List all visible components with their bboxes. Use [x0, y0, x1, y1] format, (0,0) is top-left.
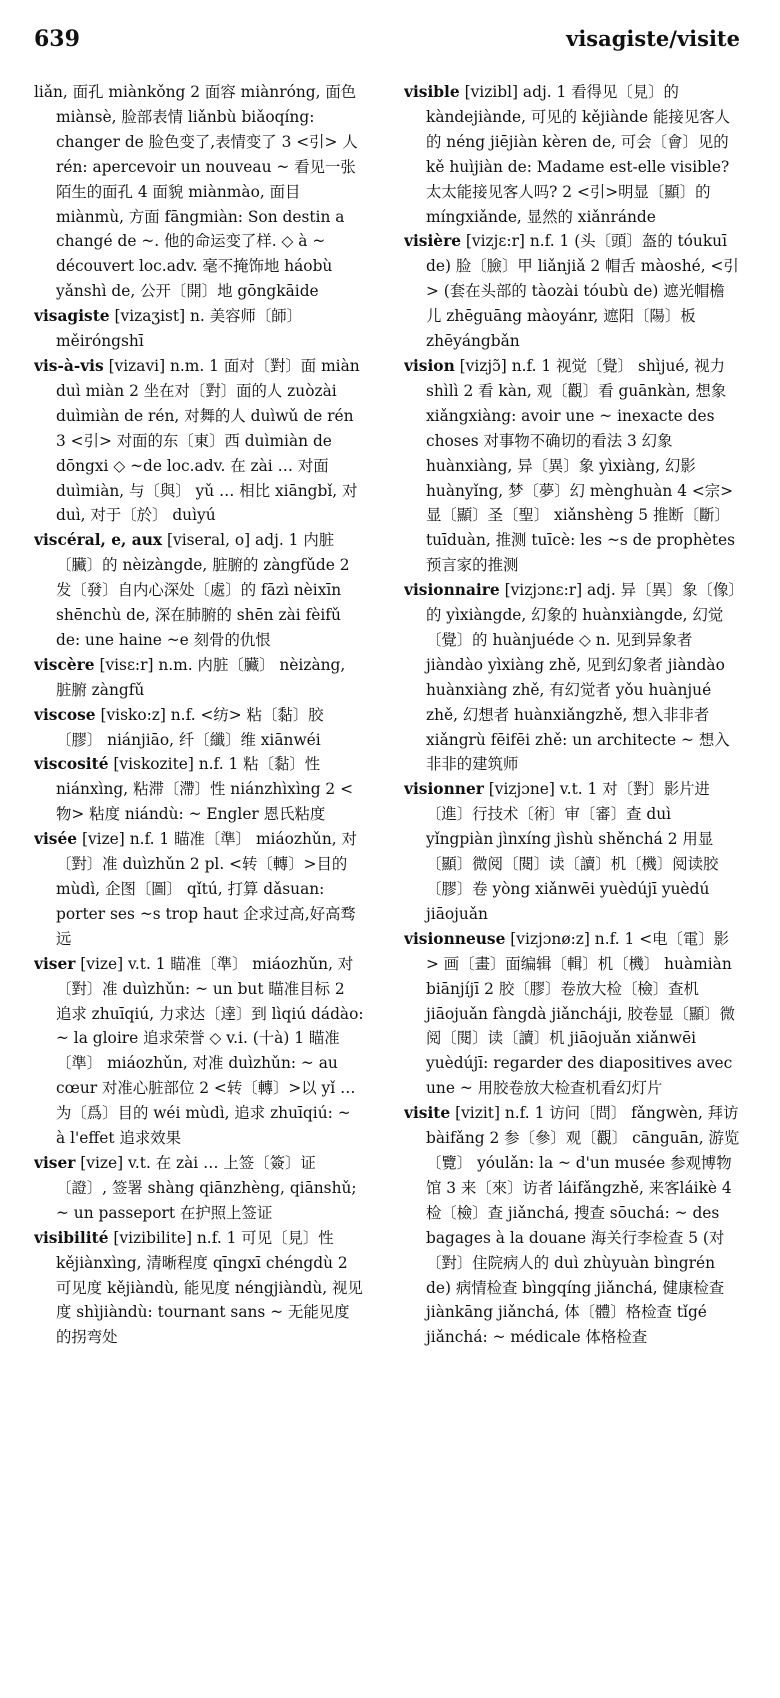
right-column	[404, 80, 740, 1680]
entry-body: [vize] v.t. 在 zài … 上签〔簽〕证〔證〕, 签署 shàng qiānzhèng, qiānshǔ; ~ un passeport 在护照上签证	[56, 1153, 357, 1222]
headword: viscose	[34, 705, 96, 724]
dictionary-entry	[34, 1226, 364, 1351]
dictionary-entry	[34, 952, 364, 1151]
entry-body: [vizavi] n.m. 1 面对〔對〕面 miàn duì miàn 2 坐在对〔對〕面的人 zuòzài duìmiàn de rén, 对舞的人 duìwǔ de rén 3 <引> 对面的东〔東〕西 duìmiàn de dōngxi ◇ ~de loc.adv. 在 zài … 对面 duìmiàn, 与〔與〕 yǔ … 相比 xiāngbǐ, 对 duì, 对于〔於〕 duìyú	[56, 356, 360, 525]
headword: visite	[404, 1104, 451, 1123]
entry-body: [vizibl] adj. 1 看得见〔見〕的 kàndejiànde, 可见的 kějiànde 能接见客人的 néng jiējiàn kèren de, 可会〔會〕见的 kě huìjiàn de: Madame est-elle visible? 太太能接见客人吗? 2 <引>明显〔顯〕的 míngxiǎnde, 显然的 xiǎnránde	[426, 83, 730, 226]
dictionary-entry	[34, 827, 364, 952]
entry-body: [viskozite] n.f. 1 粘〔黏〕性 niánxìng, 粘滞〔滯〕性 niánzhìxìng 2 <物> 粘度 niándù: ~ Engler 恩氏粘度	[56, 755, 354, 824]
headword: visible	[404, 83, 460, 101]
headword: visibilité	[34, 1228, 109, 1247]
page-header	[34, 26, 740, 60]
headword: viscosité	[34, 755, 109, 774]
headword: viscère	[34, 655, 95, 674]
headword: visionneuse	[404, 929, 506, 948]
dictionary-entry	[34, 703, 364, 753]
entry-body: [vize] n.f. 1 瞄准〔準〕 miáozhǔn, 对〔對〕准 duìzhǔn 2 pl. <转〔轉〕>目的 mùdì, 企图〔圖〕 qǐtú, 打算 dǎsuan: porter ses ~s trop haut 企求过高,好高骛远	[56, 830, 357, 948]
entry-body: [vize] v.t. 1 瞄准〔準〕 miáozhǔn, 对〔對〕准 duìzhǔn: ~ un but 瞄准目标 2 追求 zhuīqiú, 力求达〔達〕到 lìqiú dádào: ~ la gloire 追求荣誉 ◇ v.i. (十à) 1 瞄准〔準〕 miáozhǔn, 对准 duìzhǔn: ~ au cœur 对准心脏部位 2 <转〔轉〕>以 yǐ … 为〔爲〕目的 wéi mùdì, 追求 zhuīqiú: ~ à l'effet 追求效果	[56, 954, 364, 1148]
headword: visagiste	[34, 307, 110, 326]
entry-body: [visko:z] n.f. <纺> 粘〔黏〕胶〔膠〕 niánjiāo, 纤〔纖〕维 xiānwéi	[56, 705, 324, 749]
entry-body: [vizjɔne] v.t. 1 对〔對〕影片进〔進〕行技术〔術〕审〔審〕查 duì yǐngpiàn jìnxíng jìshù shěnchá 2 用显〔顯〕微阅〔閱〕读〔讀〕机〔機〕阅读胶〔膠〕卷 yòng xiǎnwēi yuèdújī yuèdú jiāojuǎn	[426, 780, 719, 923]
dictionary-entry	[34, 752, 364, 827]
entry-body: [vizibilite] n.f. 1 可见〔見〕性 kějiànxìng, 清晰程度 qīngxī chéngdù 2 可见度 kějiàndù, 能见度 néngjiàndù, 视见度 shìjiàndù: tournant sans ~ 无能见度的拐弯处	[56, 1228, 363, 1347]
dictionary-entry	[34, 1151, 364, 1226]
headword: viscéral, e, aux	[34, 531, 163, 550]
headword: visière	[404, 232, 461, 251]
dictionary-entry	[404, 1101, 740, 1350]
dictionary-entry	[404, 927, 740, 1101]
headword: visée	[34, 830, 78, 849]
entry-body: [vizjɛ:r] n.f. 1 (头〔頭〕盔的 tóukuī de) 脸〔臉〕甲 liǎnjiǎ 2 帽舌 màoshé, <引> (套在头部的 tàozài tóubù de) 遮光帽檐儿 zhēguāng màoyánr, 遮阳〔陽〕板 zhēyángbǎn	[426, 232, 739, 351]
headword: visionnaire	[404, 581, 500, 600]
dictionary-entry	[34, 528, 364, 653]
entry-body: [vizit] n.f. 1 访问〔問〕 fǎngwèn, 拜访 bàifǎng 2 参〔參〕观〔觀〕 cānguān, 游览〔覽〕 yóulǎn: la ~ d'un musée 参观博物馆 3 来〔來〕访者 láifǎngzhě, 来客láikè 4检〔檢〕查 jiǎnchá, 搜查 sōuchá: ~ des bagages à la douane 海关行李检查 5 (对〔對〕住院病人的 duì zhùyuàn bìngrén de) 病情检查 bìngqíng jiǎnchá, 健康检查 jiànkāng jiǎnchá, 体〔體〕格检查 tǐgé jiǎnchá: ~ médicale 体格检查	[426, 1104, 740, 1347]
running-head: visagiste/visite	[566, 26, 740, 51]
entry-body: [vizaʒist] n. 美容师〔師〕 měiróngshī	[56, 307, 303, 351]
headword: vis-à-vis	[34, 356, 104, 375]
entry-body: [vizjɔ̃] n.f. 1 视觉〔覺〕 shìjué, 视力 shìlì 2 看 kàn, 观〔觀〕看 guānkàn, 想象 xiǎngxiàng: avoir une ~ inexacte des choses 对事物不确切的看法 3 幻象 huànxiàng, 异〔異〕象 yìxiàng, 幻影 huànyǐng, 梦〔夢〕幻 mènghuàn 4 <宗>显〔顯〕圣〔聖〕 xiǎnshèng 5 推断〔斷〕 tuīduàn, 推测 tuīcè: les ~s de prophètes 预言家的推测	[426, 356, 736, 575]
entry-continuation: liǎn, 面孔 miànkǒng 2 面容 miànróng, 面色 miànsè, 脸部表情 liǎnbù biǎoqíng: changer de 脸色变了,表情变了 3 <引> 人 rén: apercevoir un nouveau ~ 看见一张陌生的面孔 4 面貌 miànmào, 面目 miànmù, 方面 fāngmiàn: Son destin a changé de ~. 他的命运变了样. ◇ à ~ découvert loc.adv. 毫不掩饰地 háobù yǎnshì de, 公开〔開〕地 gōngkāide	[34, 83, 358, 301]
dictionary-entry	[404, 354, 740, 578]
dictionary-entry	[34, 304, 364, 354]
entry-body: [viseral, o] adj. 1 内脏〔臟〕的 nèizàngde, 脏腑的 zàngfǔde 2 发〔發〕自内心深处〔處〕的 fāzì nèixīn shēnchù de, 深在肺腑的 shēn zài fèifǔ de: une haine ~e 刻骨的仇恨	[56, 531, 350, 649]
dictionary-entry	[404, 777, 740, 926]
dictionary-entry	[404, 578, 740, 777]
entry-body: [vizjɔnø:z] n.f. 1 <电〔電〕影> 画〔畫〕面编辑〔輯〕机〔機〕 huàmiàn biānjíjī 2 胶〔膠〕卷放大检〔檢〕查机 jiāojuǎn fàngdà jiǎncháji, 胶卷显〔顯〕微阅〔閱〕读〔讀〕机 jiāojuǎn xiǎnwēi yuèdújī: regarder des diapositives avec une ~ 用胶卷放大检查机看幻灯片	[426, 929, 736, 1098]
entry-body: [vizjɔnɛ:r] adj. 异〔異〕象〔像〕的 yìxiàngde, 幻象的 huànxiàngde, 幻觉〔覺〕的 huànjuéde ◇ n. 见到异象者 jiàndào yìxiàng zhě, 见到幻象者 jiàndào huànxiàng zhě, 有幻觉者 yǒu huànjué zhě, 幻想者 huànxiǎngzhě, 想入非非者 xiǎngrù fēifēi zhě: un architecte ~ 想入非非的建筑师	[426, 581, 737, 774]
headword: viser	[34, 1153, 76, 1172]
headword: visionner	[404, 780, 484, 799]
entry-body: [visɛ:r] n.m. 内脏〔臟〕 nèizàng, 脏腑 zàngfǔ	[56, 655, 346, 699]
dictionary-entry	[404, 229, 740, 354]
dictionary-entry	[404, 80, 740, 229]
headword: viser	[34, 954, 76, 973]
dictionary-entry	[34, 653, 364, 703]
left-column	[34, 80, 364, 1680]
page-number: 639	[34, 26, 80, 52]
headword: vision	[404, 356, 455, 375]
dictionary-entry	[34, 354, 364, 528]
